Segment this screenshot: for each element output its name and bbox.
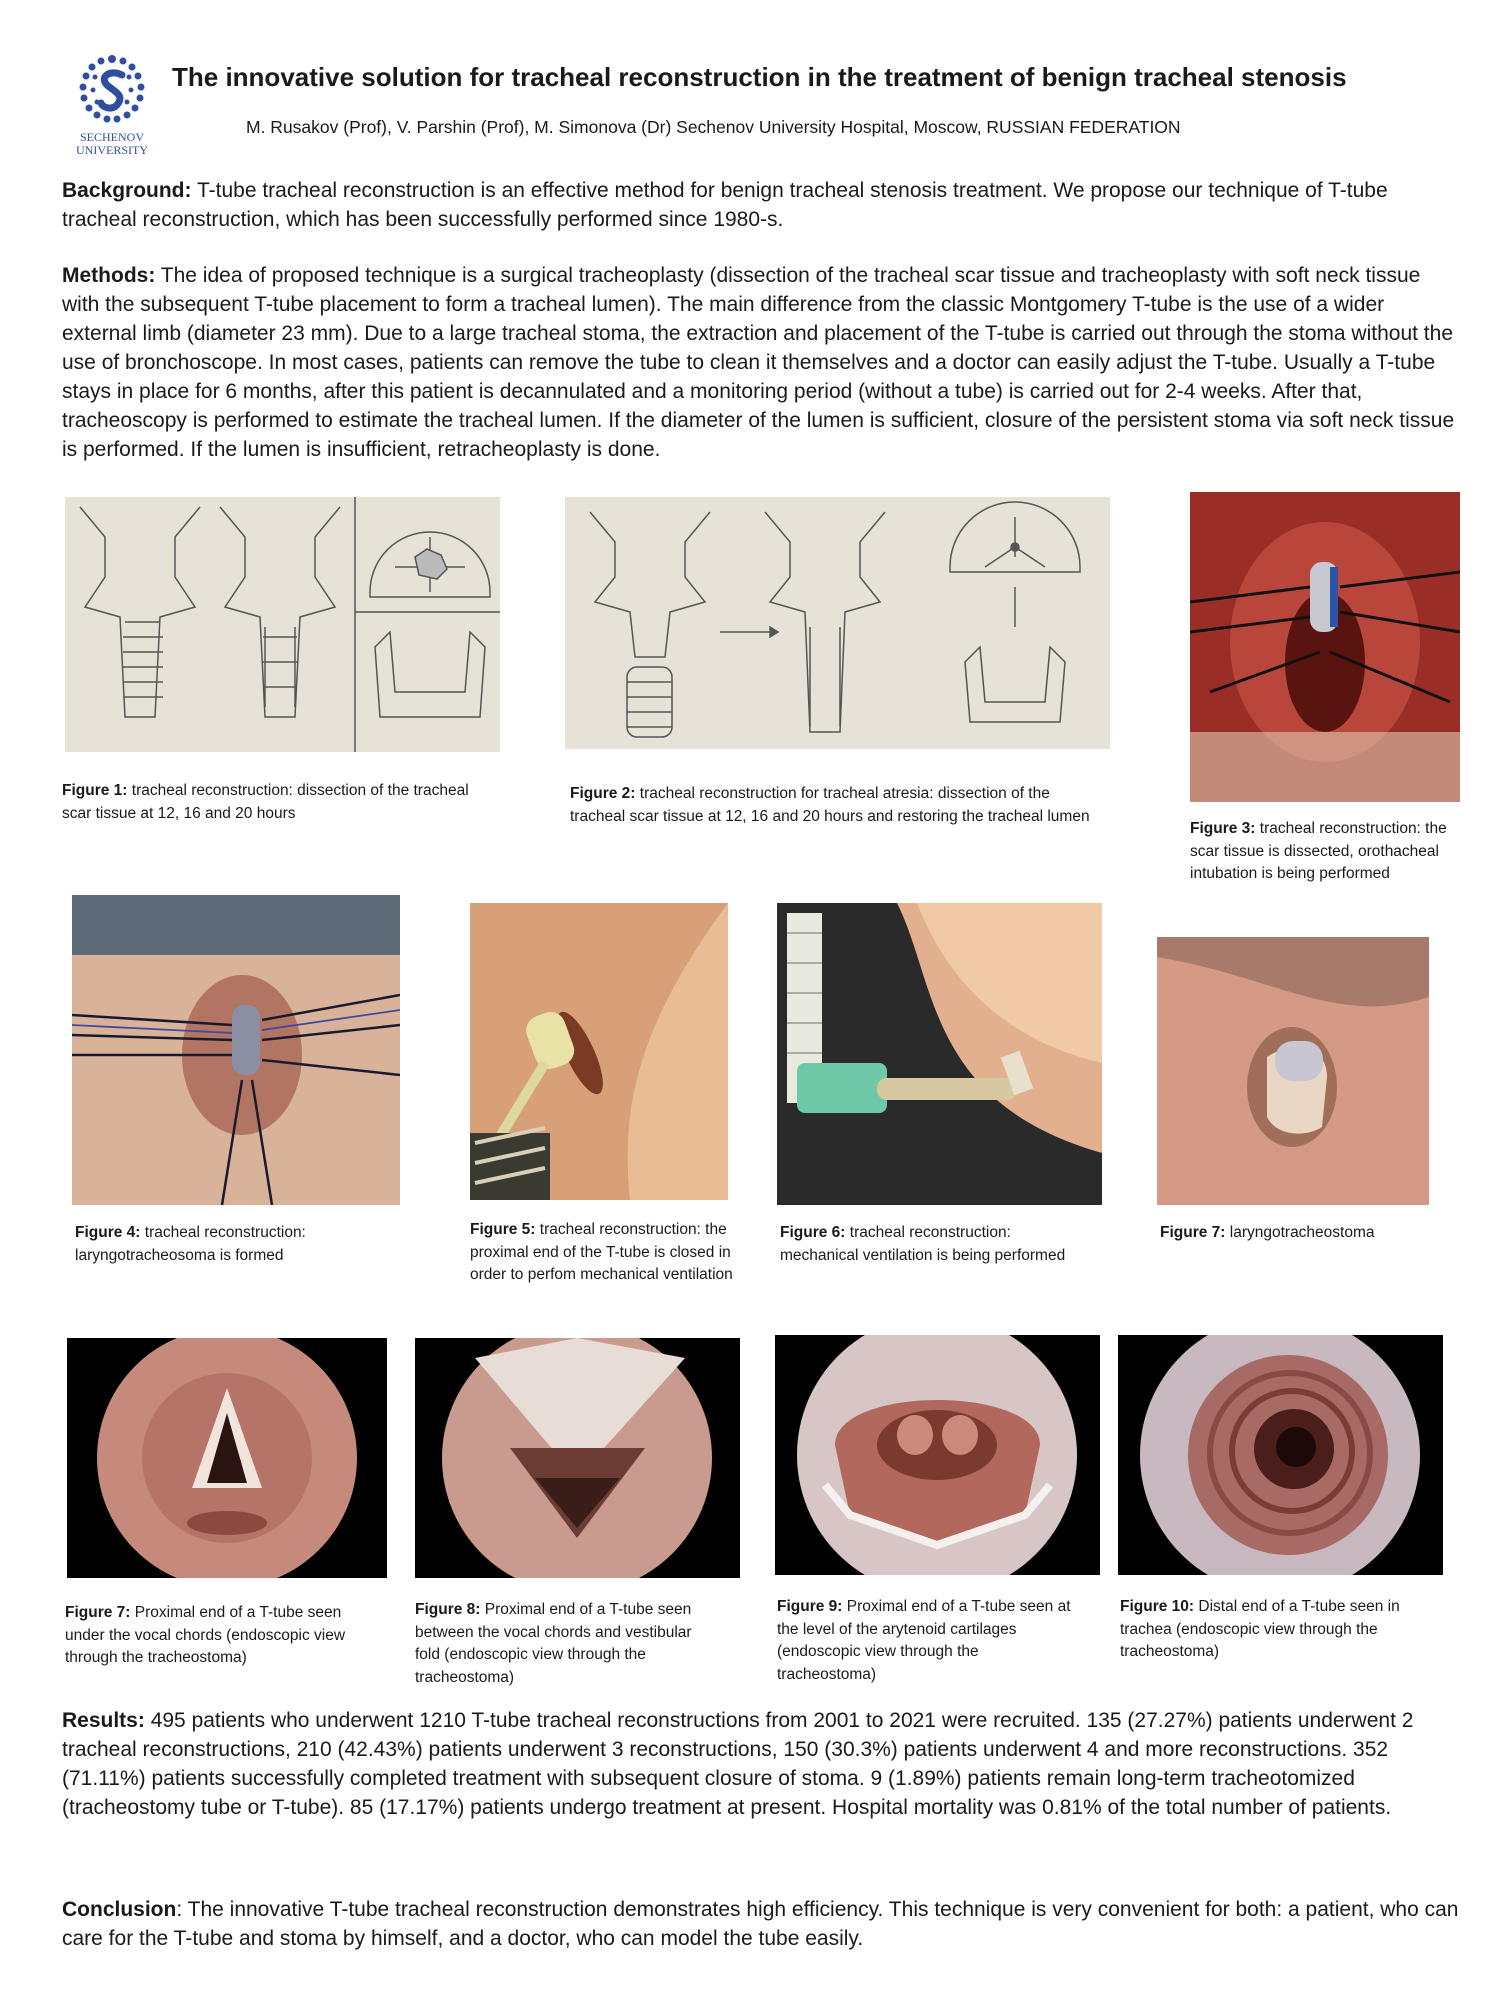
- figure-8-text: Proximal end of a T-tube seen between the vocal chords and vestibular fold (endoscopic view through the tracheostoma): [415, 1601, 692, 1686]
- figure-6-image: [777, 903, 1102, 1205]
- figure-2-image: [565, 497, 1110, 749]
- methods-section: [62, 261, 1462, 464]
- poster-title: The innovative solution for tracheal reconstruction in the treatment of benign tracheal stenosis: [172, 62, 1347, 92]
- sechenov-university-logo: [55, 45, 170, 160]
- figure-2-text: tracheal reconstruction for tracheal atresia: dissection of the tracheal scar tissue at 12, 16 and 20 hours and restoring the tracheal lumen: [570, 785, 1090, 825]
- figure-3-text: tracheal reconstruction: the scar tissue is dissected, orothacheal intubation is being performed: [1190, 820, 1447, 882]
- figure-6-label: Figure 6:: [780, 1224, 846, 1241]
- figure-5-label: Figure 5:: [470, 1221, 536, 1238]
- results-heading: Results:: [62, 1709, 145, 1732]
- logo-text-line1: SECHENOV: [79, 130, 145, 144]
- figure-3-label: Figure 3:: [1190, 820, 1256, 837]
- figure-5-image: [470, 903, 728, 1200]
- conclusion-heading: Conclusion: [62, 1898, 177, 1921]
- figure-2-caption: [570, 783, 1090, 828]
- figure-7-image: [1157, 937, 1429, 1205]
- figure-9-text: Proximal end of a T-tube seen at the level of the arytenoid cartilages (endoscopic view through the tracheostoma): [777, 1598, 1071, 1683]
- figure-9-endoscopic-image: [775, 1335, 1100, 1575]
- background-section: [62, 176, 1462, 234]
- figure-5-text: tracheal reconstruction: the proximal end of the T-tube is closed in order to perfom mechanical ventilation: [470, 1221, 733, 1283]
- figure-9-caption: [777, 1596, 1077, 1686]
- poster-authors: M. Rusakov (Prof), V. Parshin (Prof), M. Simonova (Dr) Sechenov University Hospital, Moscow, RUSSIAN FEDERATION: [246, 117, 1181, 137]
- figure-1-caption: [62, 780, 482, 825]
- figure-1-label: Figure 1:: [62, 782, 128, 799]
- figure-8-label: Figure 8:: [415, 1601, 481, 1618]
- logo-text-line2: UNIVERSITY: [76, 143, 148, 157]
- methods-heading: Methods:: [62, 264, 156, 287]
- results-section: [62, 1706, 1462, 1822]
- background-heading: Background:: [62, 179, 192, 202]
- figure-8-caption: [415, 1599, 715, 1689]
- figure-9-label: Figure 9:: [777, 1598, 843, 1615]
- figure-10-label: Figure 10:: [1120, 1598, 1195, 1615]
- methods-text: The idea of proposed technique is a surgical tracheoplasty (dissection of the tracheal scar tissue and tracheoplasty with soft neck tissue with the subsequent T-tube placement to form a tracheal lumen). The main difference from the classic Montgomery T-tube is the use of a wider external limb (diameter 23 mm). Due to a large tracheal stoma, the extraction and placement of the T-tube is carried out through the stoma without the use of bronchoscope. In most cases, patients can remove the tube to clean it themselves and a doctor can easily adjust the T-tube. Usually a T-tube stays in place for 6 months, after this patient is decannulated and a monitoring period (without a tube) is carried out for 2-4 weeks. After that, tracheoscopy is performed to estimate the tracheal lumen. If the diameter of the lumen is sufficient, closure of the persistent stoma via soft neck tissue is performed. If the lumen is insufficient, retracheoplasty is done.: [62, 264, 1455, 461]
- conclusion-section: [62, 1895, 1462, 1953]
- figure-7b-label: Figure 7:: [65, 1604, 131, 1621]
- figure-4-label: Figure 4:: [75, 1224, 141, 1241]
- figure-7b-text: Proximal end of a T-tube seen under the vocal chords (endoscopic view through the tracheostoma): [65, 1604, 346, 1666]
- figure-5-caption: [470, 1219, 740, 1287]
- figure-7-label: Figure 7:: [1160, 1224, 1226, 1241]
- figure-3-caption: [1190, 818, 1465, 886]
- conclusion-text: : The innovative T-tube tracheal reconstruction demonstrates high efficiency. This technique is very convenient for both: a patient, who can care for the T-tube and stoma by himself, and a doctor, who can model the tube easily.: [62, 1898, 1459, 1950]
- figure-4-caption: [75, 1222, 395, 1267]
- figure-8-endoscopic-image: [415, 1338, 740, 1578]
- figure-7-text: laryngotracheostoma: [1225, 1224, 1375, 1241]
- figure-7-endoscopic-image: [67, 1338, 387, 1578]
- results-text: 495 patients who underwent 1210 T-tube tracheal reconstructions from 2001 to 2021 were recruited. 135 (27.27%) patients underwent 2 tracheal reconstructions, 210 (42.43%) patients underwent 3 reconstructions, 150 (30.3%) patients underwent 4 and more reconstructions. 352 (71.11%) patients successfully completed treatment with subsequent closure of stoma. 9 (1.89%) patients remain long-term tracheotomized (tracheostomy tube or T-tube). 85 (17.17%) patients undergo treatment at present. Hospital mortality was 0.81% of the total number of patients.: [62, 1709, 1414, 1819]
- figure-1-text: tracheal reconstruction: dissection of the tracheal scar tissue at 12, 16 and 20 hours: [62, 782, 469, 822]
- figure-1-image: [65, 497, 500, 752]
- figure-10-caption: [1120, 1596, 1410, 1664]
- figure-7-endoscopic-caption: [65, 1602, 355, 1670]
- figure-2-label: Figure 2:: [570, 785, 636, 802]
- figure-7-caption: [1160, 1222, 1470, 1245]
- figure-4-image: [72, 895, 400, 1205]
- figure-6-text: tracheal reconstruction: mechanical ventilation is being performed: [780, 1224, 1066, 1264]
- figure-10-text: Distal end of a T-tube seen in trachea (endoscopic view through the tracheostoma): [1120, 1598, 1400, 1660]
- figure-6-caption: [780, 1222, 1070, 1267]
- figure-10-endoscopic-image: [1118, 1335, 1443, 1575]
- figure-3-image: [1190, 492, 1460, 802]
- figure-4-text: tracheal reconstruction: laryngotracheosoma is formed: [75, 1224, 306, 1264]
- background-text: T-tube tracheal reconstruction is an effective method for benign tracheal stenosis treatment. We propose our technique of T-tube tracheal reconstruction, which has been successfully performed since 1980-s.: [62, 179, 1388, 231]
